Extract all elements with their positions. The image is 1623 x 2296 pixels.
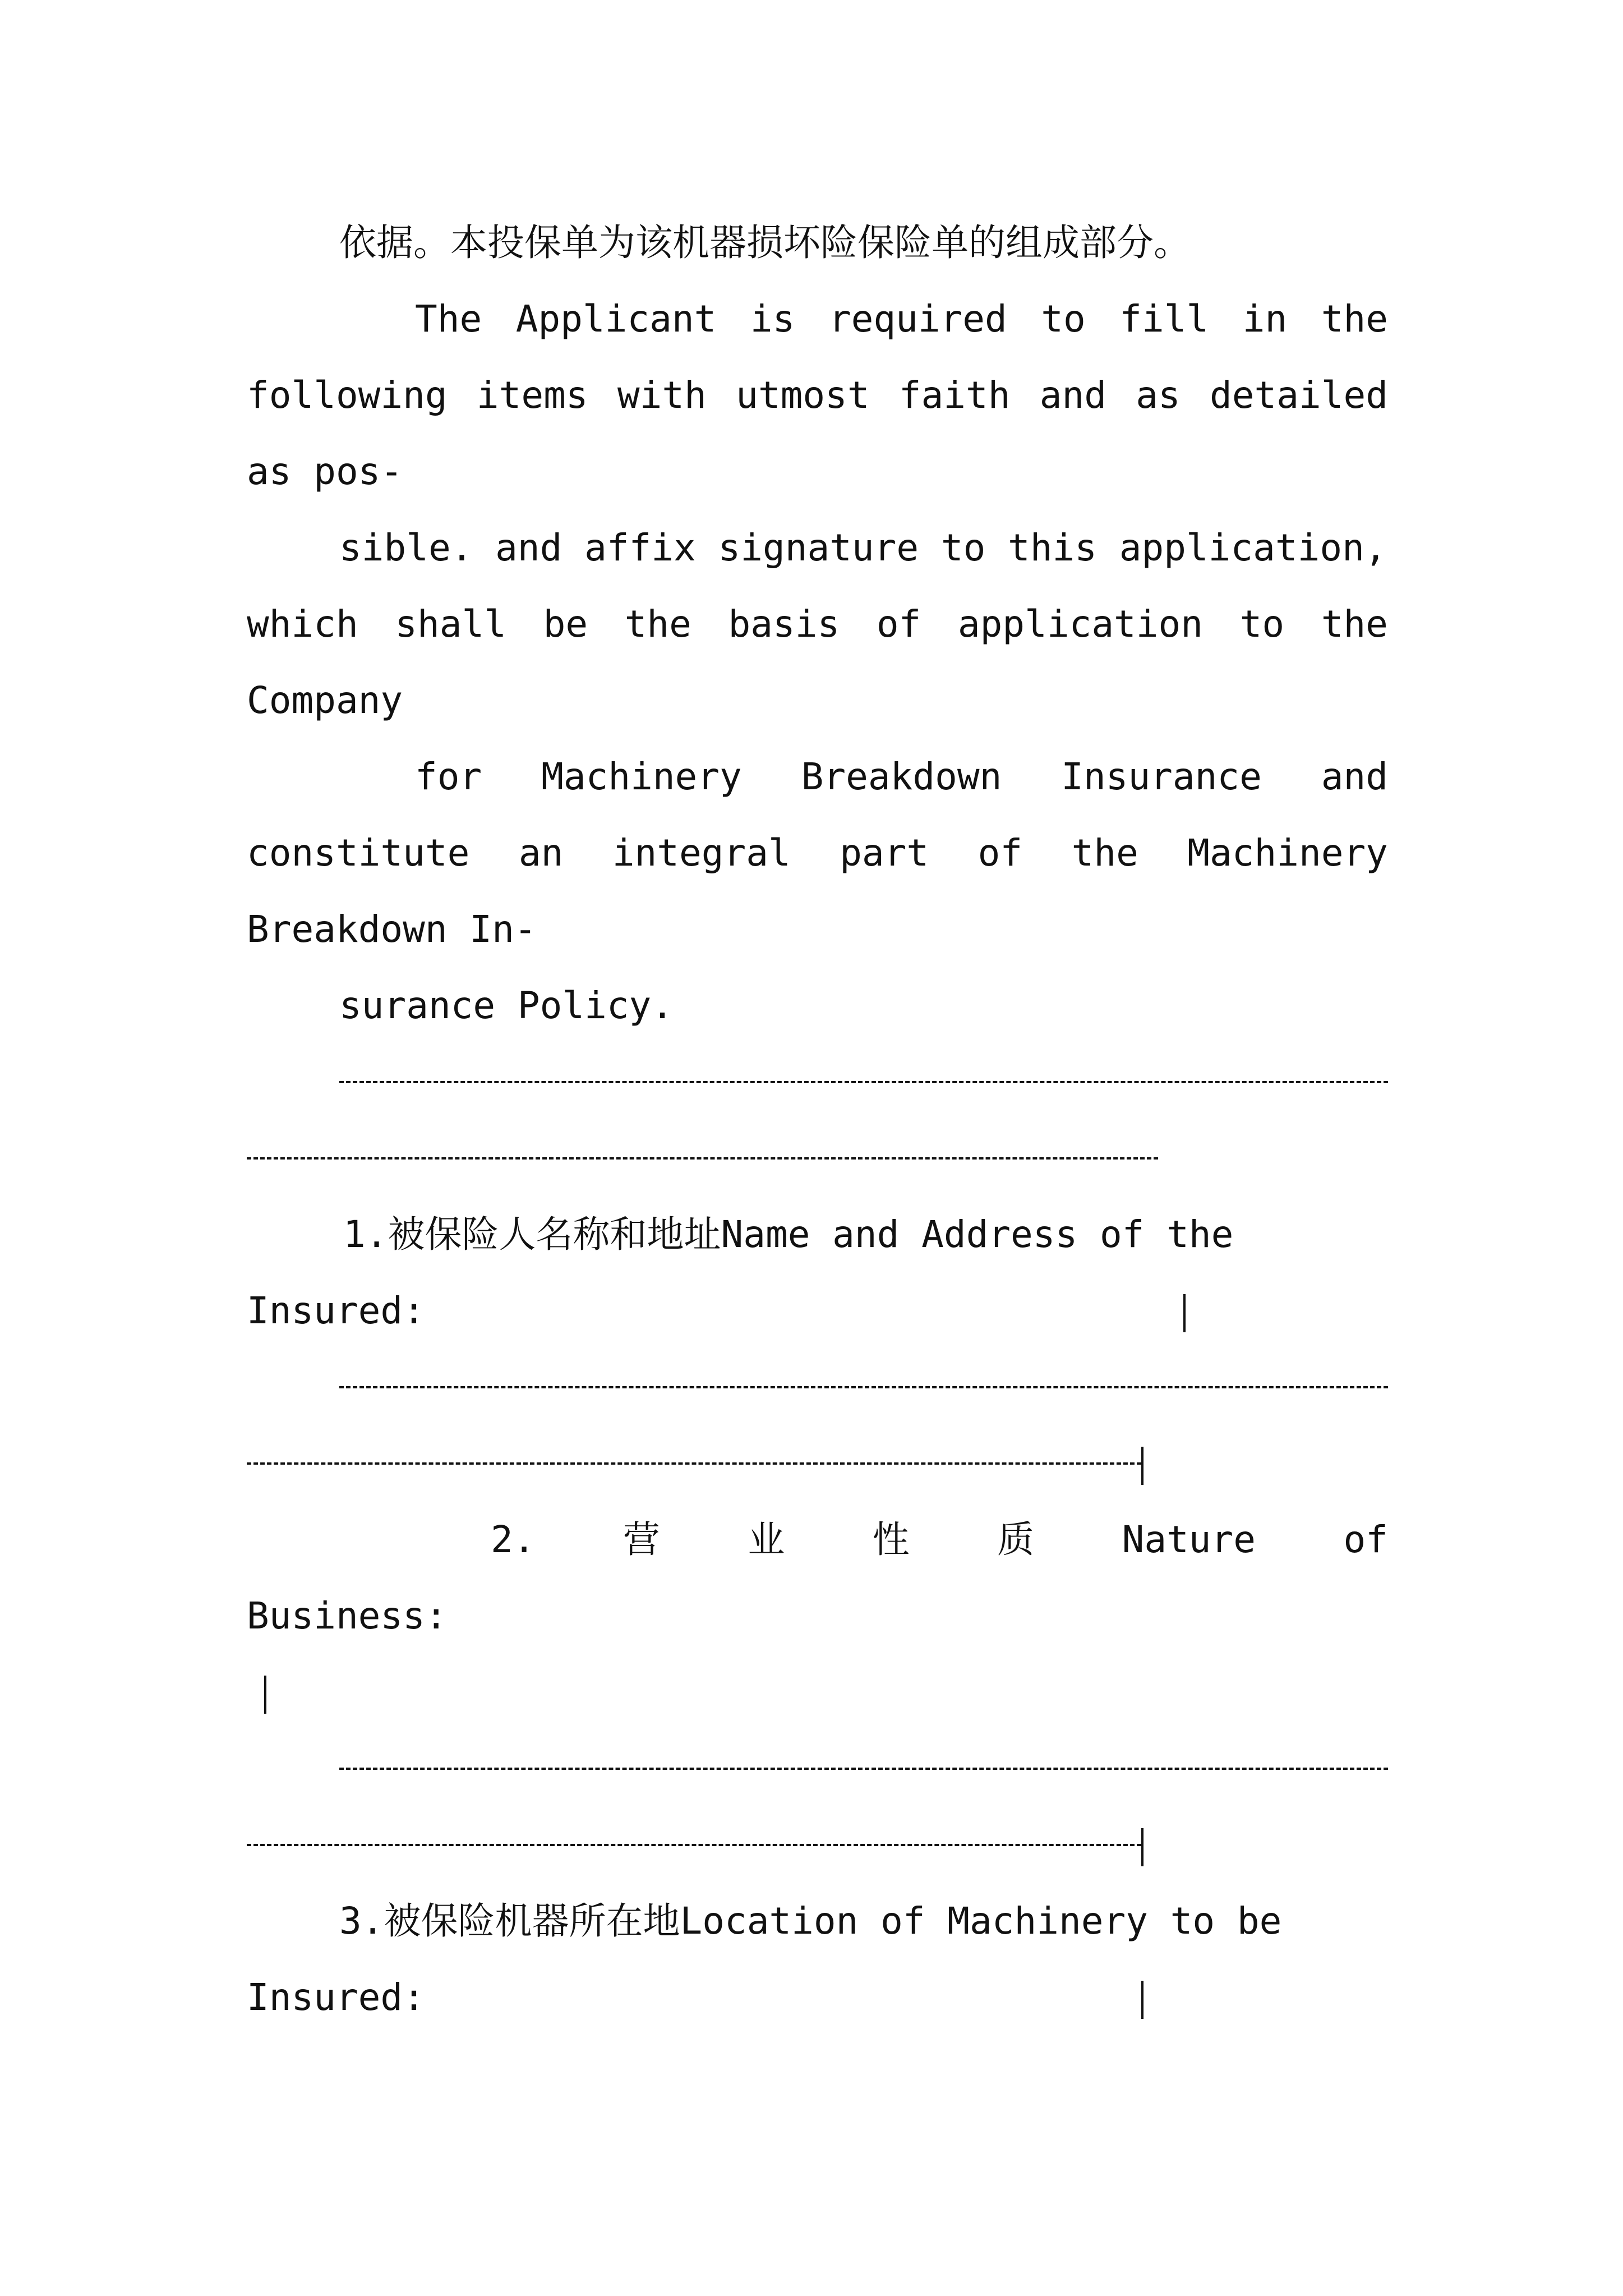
item-label-en-word: Nature — [1122, 1518, 1256, 1561]
field-end-bar — [1141, 1447, 1144, 1485]
text-line: Company — [247, 679, 403, 722]
item-label-cn-char: 性 — [872, 1518, 910, 1561]
dashed-rule — [339, 1735, 1388, 1802]
word: is — [750, 297, 795, 341]
item-2-heading — [491, 1506, 1388, 1573]
word: of — [876, 602, 921, 646]
text-line — [247, 362, 1388, 429]
word: an — [518, 831, 564, 875]
text-line — [415, 286, 1388, 353]
item-number: 2. — [491, 1518, 536, 1561]
word: following — [247, 374, 448, 417]
dashed-rule — [247, 1430, 1166, 1497]
field-end-bar — [264, 1676, 266, 1714]
word: the — [1321, 297, 1388, 341]
text-line — [247, 820, 1388, 887]
word: basis — [728, 602, 840, 646]
word: the — [1321, 602, 1388, 646]
field-label: Insured: — [247, 1976, 425, 2019]
dash-line — [339, 1768, 1388, 1770]
item-label-cn: 被保险机器所在地 — [384, 1899, 680, 1943]
word: utmost — [736, 374, 870, 417]
dashed-rule — [339, 1048, 1388, 1116]
dashed-rule — [339, 1354, 1388, 1421]
item-3-heading — [339, 1888, 1388, 1955]
word: Insurance — [1061, 755, 1262, 798]
word: fill — [1119, 297, 1209, 341]
word: items — [476, 374, 588, 417]
item-label-cn-char: 业 — [748, 1518, 785, 1561]
dash-line — [247, 1157, 1158, 1159]
item-1-heading — [343, 1201, 1388, 1268]
item-number: 3. — [339, 1899, 384, 1943]
item-label-en: Location of Machinery to be — [680, 1899, 1282, 1943]
word: and — [1039, 374, 1106, 417]
text-line-intro-cn: 依据。本投保单为该机器损坏险保险单的组成部分。 — [339, 221, 1191, 264]
item-label-en: Name and Address of the — [721, 1213, 1234, 1256]
item-2-field — [247, 1582, 1388, 1650]
word: which — [247, 602, 358, 646]
word: to — [1041, 297, 1086, 341]
text-line — [247, 591, 1388, 658]
word: part — [840, 831, 929, 875]
item-label-cn-char: 营 — [623, 1518, 660, 1561]
word: to — [1239, 602, 1285, 646]
word: in — [1242, 297, 1288, 341]
dash-line — [247, 1462, 1141, 1465]
item-label-cn-char: 质 — [997, 1518, 1035, 1561]
word: faith — [898, 374, 1011, 417]
item-3-field — [247, 1964, 1388, 2031]
item-number: 1. — [343, 1213, 388, 1256]
word: for — [415, 755, 482, 798]
field-label: Insured: — [247, 1289, 425, 1332]
item-label-en-word: of — [1343, 1518, 1388, 1561]
word: as — [1136, 374, 1181, 417]
word: the — [1071, 831, 1138, 875]
word: Breakdown — [801, 755, 1002, 798]
text-line: as pos- — [247, 450, 403, 493]
word: with — [617, 374, 707, 417]
dash-line — [339, 1081, 1388, 1083]
dashed-rule — [247, 1125, 1158, 1192]
word: The — [415, 297, 482, 341]
word: Machinery — [1187, 831, 1388, 875]
field-end-bar — [1183, 1294, 1186, 1332]
word: Applicant — [515, 297, 717, 341]
dash-line — [247, 1844, 1141, 1846]
item-label-cn: 被保险人名称和地址 — [388, 1213, 721, 1256]
text-line: surance Policy. — [339, 984, 674, 1027]
word: required — [828, 297, 1007, 341]
word: Machinery — [541, 755, 742, 798]
field-end-bar — [1141, 1828, 1144, 1866]
text-line — [415, 743, 1388, 811]
word: be — [543, 602, 588, 646]
word: application — [957, 602, 1203, 646]
word: shall — [395, 602, 506, 646]
text-line: Breakdown In- — [247, 908, 537, 951]
field-label: Business: — [247, 1594, 448, 1637]
word: integral — [612, 831, 791, 875]
word: constitute — [247, 831, 470, 875]
text-line: sible. and affix signature to this application, — [339, 526, 1387, 569]
item-1-field — [247, 1277, 1388, 1345]
field-end-row — [247, 1659, 359, 1726]
word: of — [978, 831, 1023, 875]
word: detailed — [1210, 374, 1388, 417]
word: the — [624, 602, 691, 646]
dash-line — [339, 1386, 1388, 1388]
field-end-bar — [1141, 1981, 1144, 2019]
dashed-rule — [247, 1811, 1166, 1879]
word: and — [1321, 755, 1388, 798]
